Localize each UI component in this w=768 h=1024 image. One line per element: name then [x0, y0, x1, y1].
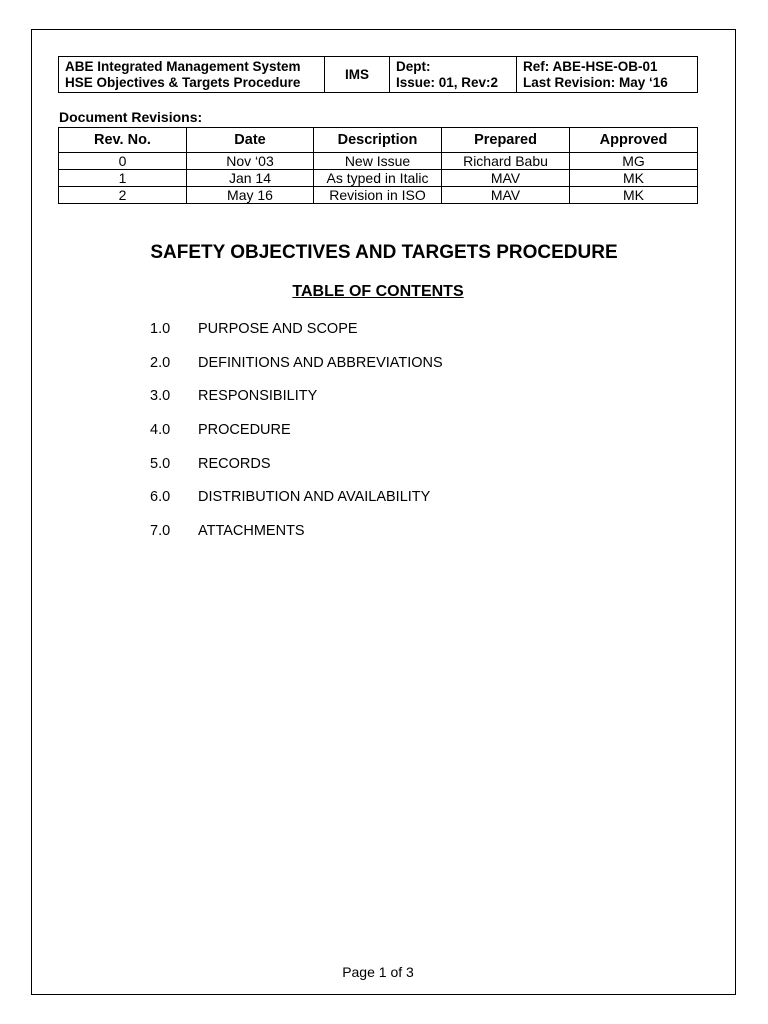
- table-row: [59, 170, 698, 187]
- table-cell: Revision in ISO: [314, 187, 442, 204]
- toc-item: [150, 455, 443, 489]
- table-cell: MAV: [442, 170, 570, 187]
- toc-number: 4.0: [150, 422, 171, 439]
- revisions-table: [58, 127, 698, 204]
- column-header: Description: [314, 128, 442, 153]
- toc-label: DEFINITIONS AND ABBREVIATIONS: [198, 354, 443, 371]
- column-header: Prepared: [442, 128, 570, 153]
- issue-label: Issue: 01, Rev:2: [396, 74, 499, 90]
- table-cell: Richard Babu: [442, 153, 570, 170]
- column-header: Rev. No.: [59, 128, 187, 153]
- column-header: Approved: [570, 128, 698, 153]
- toc-label: DISTRIBUTION AND AVAILABILITY: [198, 489, 431, 506]
- page-number: Page 1 of 3: [342, 964, 414, 980]
- document-header-table: [58, 56, 698, 93]
- toc-number: 5.0: [150, 455, 171, 472]
- table-cell: MG: [570, 153, 698, 170]
- table-of-contents: [150, 320, 443, 556]
- toc-label: RECORDS: [198, 455, 271, 472]
- table-row: [59, 153, 698, 170]
- toc-label: PROCEDURE: [198, 422, 291, 439]
- table-cell: 1: [59, 170, 187, 187]
- revisions-label: Document Revisions:: [59, 109, 203, 125]
- header-system-cell: [59, 57, 325, 93]
- table-row: [59, 187, 698, 204]
- table-cell: MK: [570, 187, 698, 204]
- toc-number: 2.0: [150, 354, 171, 371]
- table-cell: MAV: [442, 187, 570, 204]
- toc-number: 3.0: [150, 388, 171, 405]
- header-ref-cell: [517, 57, 698, 93]
- toc-item: [150, 488, 443, 522]
- table-cell: MK: [570, 170, 698, 187]
- system-name: ABE Integrated Management System: [65, 58, 301, 74]
- table-cell: May 16: [187, 187, 314, 204]
- toc-number: 6.0: [150, 489, 171, 506]
- table-cell: As typed in Italic: [314, 170, 442, 187]
- dept-label: Dept:: [396, 58, 431, 74]
- table-cell: Jan 14: [187, 170, 314, 187]
- table-cell: Nov ‘03: [187, 153, 314, 170]
- toc-label: PURPOSE AND SCOPE: [198, 321, 358, 337]
- toc-heading: TABLE OF CONTENTS: [292, 283, 464, 300]
- toc-item: [150, 421, 443, 455]
- ims-cell: IMS: [325, 57, 390, 93]
- document-title: SAFETY OBJECTIVES AND TARGETS PROCEDURE: [150, 242, 618, 263]
- toc-item: [150, 387, 443, 421]
- toc-number: 7.0: [150, 523, 171, 540]
- revisions-header-row: [59, 128, 698, 153]
- toc-label: RESPONSIBILITY: [198, 388, 318, 405]
- column-header: Date: [187, 128, 314, 153]
- toc-item: [150, 354, 443, 388]
- toc-item: [150, 522, 443, 556]
- last-revision-label: Last Revision: May ‘16: [523, 74, 668, 90]
- table-cell: 0: [59, 153, 187, 170]
- header-dept-cell: [390, 57, 517, 93]
- procedure-name: HSE Objectives & Targets Procedure: [65, 74, 301, 90]
- toc-number: 1.0: [150, 321, 171, 337]
- toc-label: ATTACHMENTS: [198, 523, 305, 540]
- table-cell: New Issue: [314, 153, 442, 170]
- table-cell: 2: [59, 187, 187, 204]
- toc-item: [150, 320, 443, 354]
- ref-label: Ref: ABE-HSE-OB-01: [523, 58, 658, 74]
